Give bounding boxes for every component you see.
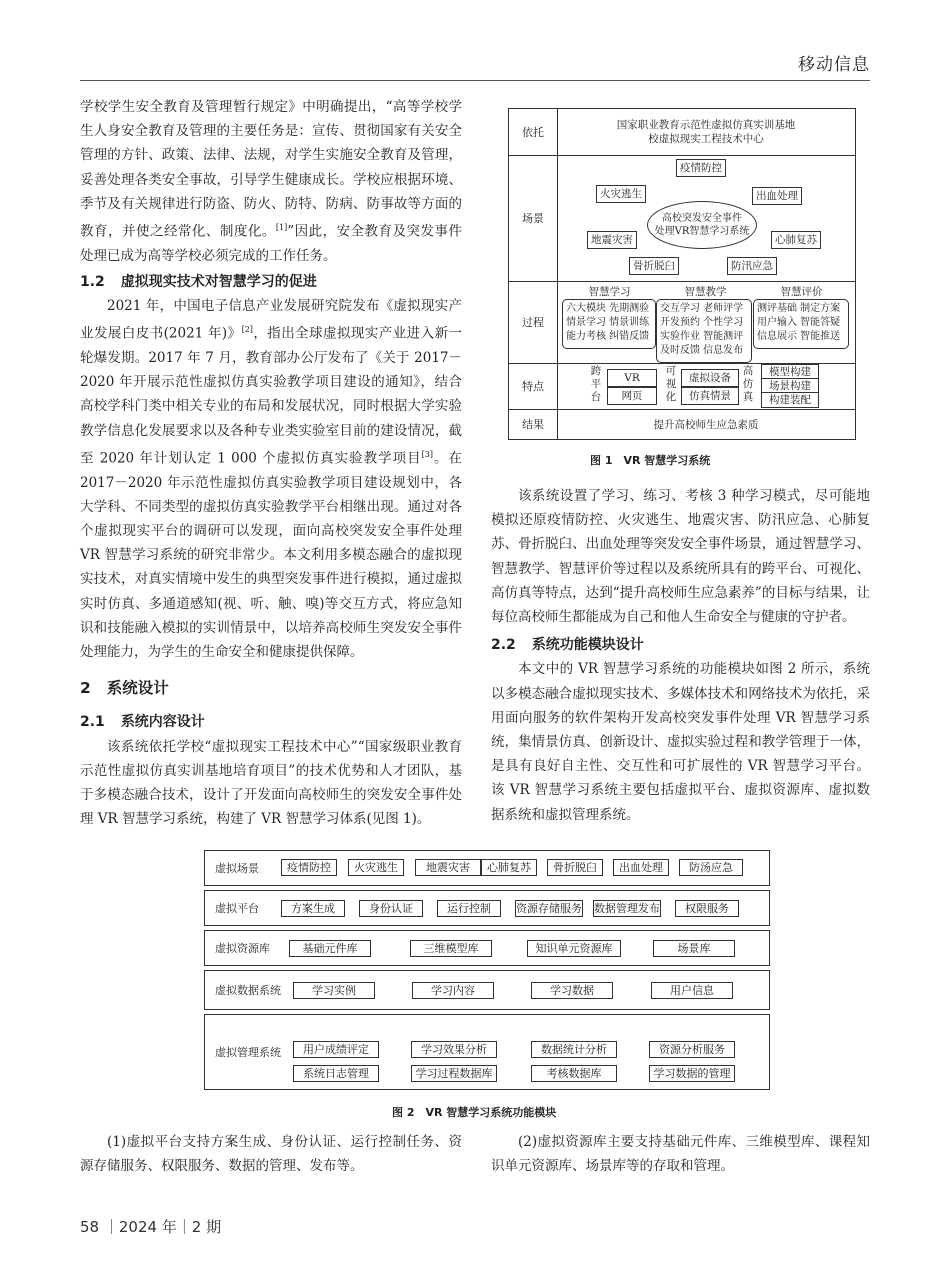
citation[interactable]: [1] (275, 223, 288, 233)
module-box: 学习内容 (412, 982, 494, 999)
left-column (80, 95, 462, 831)
feature-box: VR (607, 369, 657, 387)
section-heading-2-2: 2.2 系统功能模块设计 (491, 637, 644, 654)
fig2-row-scene: 虚拟场景 疫情防控 火灾逃生 地震灾害 心肺复苏 骨折脱臼 出血处理 防汤应急 (204, 850, 770, 886)
process-box-learning: 六大模块 先期测验 情景学习 情景训练 能力考核 纠错反馈 (562, 299, 656, 349)
process-box-teaching: 交互学习 老师评学 开发预约 个性学习 实验作业 智能测评 及时反馈 信息发布 (656, 299, 752, 363)
fig2-row-resource: 虚拟资源库 基础元件库 三维模型库 知识单元资源库 场景库 (204, 930, 770, 966)
module-box: 基础元件库 (289, 940, 371, 957)
module-box: 地震灾害 (415, 859, 481, 876)
scene-box: 地震灾害 (587, 231, 637, 249)
fig2-row-data: 虚拟数据系统 学习实例 学习内容 学习数据 用户信息 (204, 970, 770, 1010)
scene-box: 防汛应急 (727, 257, 777, 275)
section-heading-1-2: 1.2 虚拟现实技术对智慧学习的促进 (80, 273, 317, 290)
module-box: 资源分析服务 (649, 1041, 735, 1058)
figure-1 (508, 108, 856, 440)
section-heading-2-1: 2.1 系统内容设计 (80, 714, 205, 731)
scene-box: 火灾逃生 (596, 185, 646, 203)
header-rule (80, 80, 870, 81)
module-box: 数据管理发布 (594, 902, 660, 915)
scene-box: 骨折脱臼 (629, 257, 679, 275)
fig1-row-process: 过程 智慧学习 智慧教学 智慧评价 六大模块 先期测验 情景学习 情景训练 能力考核 纠错反馈 交互学习 老师评学 开发预约 个性学习 实验作业 智能测评 及时反馈 信息发布 测评基础 制定方案 用户输入 智能答疑 信息展示 智能推送 (509, 281, 855, 364)
module-box: 学习实例 (293, 982, 375, 999)
fig1-row-feature: 特点 跨 平 台 VR 网页 可 视 化 虚拟设备 仿真情景 高 仿 真 模型构建 场景构建 构建装配 (509, 363, 855, 410)
module-box: 资源存储服务 (516, 902, 582, 915)
module-box: 出血处理 (613, 859, 669, 876)
paragraph: 该系统设置了学习、练习、考核 3 种学习模式，尽可能地模拟还原疫情防控、火灾逃生、地震灾害、防汛应急、心肺复苏、骨折脱臼、出血处理等突发安全事件场景，通过智慧学习、智慧教学、智慧评价等过程以及系统所具有的跨平台、可视化、高仿真等特点，达到“提升高校师生应急素养”的目标与结果，让每位高校师生都能成为自己和他人生命安全与健康的守护者。 (491, 488, 870, 626)
feature-box: 模型构建 (761, 364, 819, 380)
module-box: 考核数据库 (531, 1065, 617, 1082)
module-box: 火灾逃生 (348, 859, 404, 876)
module-box: 学习数据 (531, 982, 613, 999)
module-box: 场景库 (653, 940, 735, 957)
paragraph: (2)虚拟资源库主要支持基础元件库、三维模型库、课程知识单元资源库、场景库等的存取和管理。 (491, 1134, 870, 1175)
feature-box: 网页 (607, 387, 657, 405)
module-box: 疫情防控 (281, 859, 337, 876)
module-box: 学习数据的管理 (649, 1065, 735, 1082)
section-heading-2: 2 系统设计 (80, 679, 169, 698)
module-box: 方案生成 (281, 900, 345, 917)
paragraph: 学校学生安全教育及管理暂行规定》中明确提出，“高等学校学生人身安全教育及管理的主要任务是：宣传、贯彻国家有关安全管理的方针、政策、法律、法规，对学生实施安全教育及管理，妥善处理各类安全事故，引导学生健康成长。学校应根据环境、季节及有关规律进行防盗、防火、防特、防病、防事故等方面的教育，并使之经常化、制度化。[1]”因此，安全教育及突发事件处理已成为高等学校必须完成的工作任务。 (80, 99, 463, 264)
fig1-row-support: 依托 国家职业教育示范性虚拟仿真实训基地 校虚拟现实工程技术中心 (509, 109, 855, 156)
feature-box: 场景构建 (761, 378, 819, 394)
journal-name: 移动信息 (798, 55, 870, 75)
module-box: 身份认证 (359, 900, 423, 917)
process-box-evaluation: 测评基础 制定方案 用户输入 智能答疑 信息展示 智能推送 (753, 299, 849, 349)
scene-box: 心肺复苏 (771, 231, 821, 249)
right-column (491, 484, 870, 827)
module-box: 学习过程数据库 (411, 1065, 497, 1082)
figure-1-caption: 图 1 VR 智慧学习系统 (590, 454, 711, 467)
paragraph: (1)虚拟平台支持方案生成、身份认证、运行控制任务、资源存储服务、权限服务、数据的管理、发布等。 (80, 1134, 462, 1175)
center-ellipse: 高校突发安全事件 处理VR智慧学习系统 (647, 201, 757, 249)
figure-2 (204, 850, 770, 1090)
fig2-row-management: 虚拟管理系统 用户成绩评定 学习效果分析 数据统计分析 资源分析服务 系统日志管理 学习过程数据库 考核数据库 学习数据的管理 (204, 1014, 770, 1090)
page-footer: 58 ｜2024 年｜2 期 (80, 1218, 222, 1236)
module-box: 防汤应急 (679, 859, 743, 876)
module-box: 运行控制 (437, 900, 501, 917)
bottom-left-column (80, 1130, 462, 1178)
module-box: 权限服务 (675, 900, 739, 917)
module-box: 用户信息 (651, 982, 733, 999)
module-box: 知识单元资源库 (527, 940, 621, 957)
fig1-row-scene: 场景 疫情防控 火灾逃生 出血处理 高校突发安全事件 处理VR智慧学习系统 地震灾害 心肺复苏 骨折脱臼 防汛应急 (509, 155, 855, 282)
figure-2-caption: 图 2 VR 智慧学习系统功能模块 (392, 1106, 557, 1119)
scene-box: 出血处理 (752, 187, 802, 205)
paragraph: 该系统依托学校“虚拟现实工程技术中心”“国家级职业教育示范性虚拟仿真实训基地培育项目”的技术优势和人才团队，基于多模态融合技术，设计了开发面向高校师生的突发安全事件处理 VR 智慧学习系统，构建了 VR 智慧学习体系(见图 1)。 (80, 738, 462, 828)
paragraph: 2021 年，中国电子信息产业发展研究院发布《虚拟现实产业发展白皮书(2021 年)》[2]，指出全球虚拟现实产业进入新一轮爆发期。2017 年 7 月，教育部办公厅发布了《关于 2017－2020 年开展示范性虚拟仿真实验教学项目建设的通知》，结合高校学科门类中相关专业的布局和发展状况，同时根据大学实验教学信息化发展要求以及各种专业类实验室目前的建设情况，截至 2020 年计划认定 1 000 个虚拟仿真实验教学项目[3]。在 2017－2020 年示范性虚拟仿真实验教学项目建设规划中，各大学科、不同类型的虚拟仿真实验教学平台相继出现。通过对各个虚拟现实平台的调研可以发现，面向高校突发安全事件处理 VR 智慧学习系统的研究非常少。本文利用多模态融合的虚拟现实技术，对真实情境中发生的典型突发事件进行模拟，通过虚拟实时仿真、多通道感知(视、听、触、嗅)等交互方式，将应急知识和技能融入模拟的实训情景中，以培养高校师生突发安全事件处理能力，为学生的生命安全和健康提供保障。 (80, 298, 463, 660)
fig1-row-result: 结果 提升高校师生应急素质 (509, 409, 855, 439)
citation[interactable]: [2] (241, 325, 253, 335)
paragraph: 本文中的 VR 智慧学习系统的功能模块如图 2 所示，系统以多模态融合虚拟现实技术、多媒体技术和网络技术为依托，采用面向服务的软件架构开发高校突发事件处理 VR 智慧学习系统，集情景仿真、创新设计、虚拟实验过程和教学管理于一体，是具有良好自主性、交互性和可扩展性的 VR 智慧学习平台。该 VR 智慧学习系统主要包括虚拟平台、虚拟资源库、虚拟数据系统和虚拟管理系统。 (491, 661, 870, 823)
module-box: 骨折脱臼 (547, 859, 603, 876)
scene-box: 疫情防控 (676, 159, 726, 177)
bottom-right-column (491, 1130, 870, 1178)
module-box: 用户成绩评定 (293, 1041, 379, 1058)
fig2-row-platform: 虚拟平台 方案生成 身份认证 运行控制 资源存储服务 数据管理发布 权限服务 (204, 890, 770, 926)
feature-box: 仿真情景 (681, 387, 739, 405)
citation[interactable]: [3] (421, 449, 433, 459)
module-box: 数据统计分析 (531, 1041, 617, 1058)
feature-box: 构建装配 (761, 392, 819, 408)
module-box: 心肺复苏 (481, 859, 537, 876)
module-box: 系统日志管理 (293, 1065, 379, 1082)
module-box: 学习效果分析 (411, 1041, 497, 1058)
feature-box: 虚拟设备 (681, 369, 739, 387)
module-box: 三维模型库 (410, 940, 492, 957)
